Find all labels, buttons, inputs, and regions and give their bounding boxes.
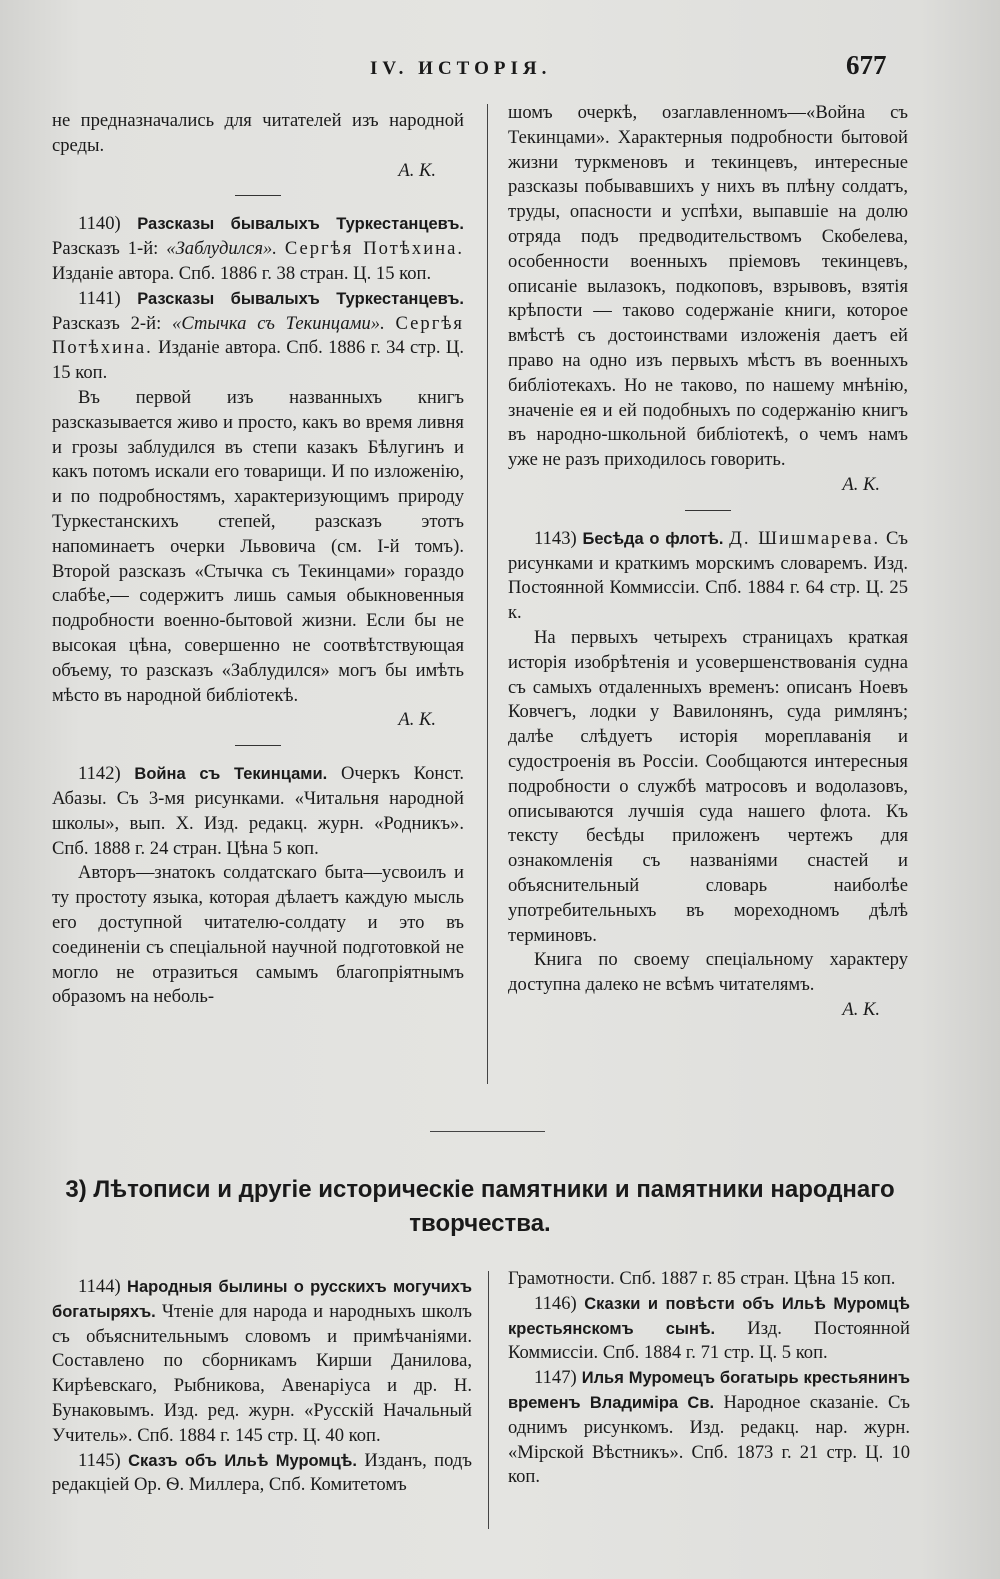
- page-number: 677: [846, 50, 887, 80]
- entry-continuation: Грамотности. Спб. 1887 г. 85 стран. Цѣна 15 коп.: [508, 1268, 896, 1289]
- entry-number: 1143): [534, 527, 577, 549]
- entry-number: 1144): [78, 1276, 121, 1297]
- separator-rule: [685, 510, 731, 511]
- signature: А. К.: [842, 998, 880, 1020]
- entry-part: Разсказъ 2-й:: [52, 312, 162, 334]
- entry-number: 1141): [78, 287, 121, 309]
- review-text: шомъ очеркѣ, озаглавленномъ—«Война съ Текинцами». Характерныя подробности бытовой жизни туркменовъ и текинцевъ, интересные разсказы побывавшихъ у нихъ въ плѣну солдатъ, труды, опасности и успѣхи, выпавшіе на долю отряда подъ предводительствомъ Скобелева, особенности военныхъ пріемовъ текинцевъ, описаніе вылазокъ, подкоповъ, взрывовъ, взятія крѣпости — таково содержаніе книги, которое вмѣстѣ съ достоинствами изложенія даетъ ей право на одно изъ первыхъ мѣстъ въ военныхъ библіотекахъ. Но не таково, по нашему мнѣнію, значеніе ея и ей подобныхъ по содержанію книгъ въ народно-школьной библіотекѣ, о чемъ намъ уже не разъ приходилось говорить.: [508, 102, 908, 471]
- signature: А. К.: [842, 473, 880, 495]
- entry-number: 1145): [78, 1449, 121, 1471]
- entry-details: Чтеніе для народа и народныхъ школъ съ объяснительнымъ словомъ и примѣчаніями. Составлено по сборникамъ Кирши Данилова, Кирѣевскаго, Рыбникова, Авенаріуса и др. Н. Бунаковымъ. Изд. ред. журн. «Русскій Начальный Учитель». Спб. 1884 г. 145 стр. Ц. 40 коп.: [52, 1300, 472, 1446]
- review-text: Книга по своему спеціальному характеру доступна далеко не всѣмъ читателямъ.: [508, 949, 908, 996]
- entry-part: Разсказъ 1-й:: [52, 238, 159, 260]
- entry-title: Сказки и повѣсти объ Ильѣ Муромцѣ крестьянскомъ сынѣ.: [508, 1294, 910, 1338]
- entry-author: Сергѣя Потѣхина.: [52, 312, 464, 359]
- entry-1144: [52, 1275, 472, 1449]
- entry-title: Разсказы бывалыхъ Туркестанцевъ.: [137, 215, 464, 234]
- entry-1146: [508, 1292, 910, 1366]
- page-header: [0, 48, 1000, 88]
- review-text: Въ первой изъ названныхъ книгъ разсказывается живо и просто, какъ во время ливня и грозы заблудился въ степи казакъ Бѣлугинъ и какъ потомъ искали его товарищи. И по изложенію, и по подробностямъ, характеризующимъ природу Туркестанскихъ степей, разсказъ этотъ напоминаетъ очерки Львовича (см. I-й томъ). Второй разсказъ «Стычка съ Текинцами» гораздо слабѣе,— содержитъ лишь самыя обыкновенныя подробности военно-бытовой жизни. Если бы не высокая цѣна, совершенно не соотвѣтствующая объему, то разсказъ «Заблудился» могъ бы имѣть мѣсто въ народной библіотекѣ.: [52, 386, 464, 706]
- entry-title: Бесѣда о флотѣ.: [582, 529, 724, 548]
- entry-subtitle: «Заблудился».: [166, 238, 277, 260]
- entry-details: Изданіе автора. Спб. 1886 г. 34 стр. Ц. 15 коп.: [52, 337, 464, 384]
- section-separator-rule: [430, 1131, 545, 1132]
- entry-title: Илья Муромецъ богатырь крестьянинъ временъ Владиміра Св.: [508, 1369, 910, 1412]
- entry-subtitle: «Стычка съ Текинцами».: [172, 312, 385, 334]
- entry-number: 1140): [78, 213, 121, 235]
- entry-1145: [52, 1449, 472, 1499]
- entry-1142: [52, 762, 464, 861]
- entry-1147: [508, 1366, 910, 1490]
- section-heading: 3) Лѣтописи и другіе историческіе памятники и памятники народнаго творчества.: [65, 1176, 895, 1237]
- running-title: IV. ИСТОРІЯ.: [370, 58, 552, 79]
- entry-author: Сергѣя Потѣхина.: [284, 238, 465, 260]
- entry-details: Изд. Постоянной Коммиссіи. Спб. 1884 г. 71 стр. Ц. 5 коп.: [508, 1317, 910, 1364]
- entry-1143: [508, 527, 908, 626]
- entry-title: Народныя былины о русскихъ могучихъ богатыряхъ.: [52, 1278, 472, 1321]
- right-column: [508, 101, 908, 1023]
- signature: А. К.: [398, 709, 436, 731]
- entry-details: Изданіе автора. Спб. 1886 г. 38 стран. Ц. 15 коп.: [52, 262, 432, 284]
- intro-text: не предназначались для читателей изъ народной среды.: [52, 110, 464, 156]
- column-divider: [488, 1271, 489, 1529]
- entry-details: Съ рисунками и краткимъ морскимъ словаремъ. Изд. Постоянной Коммиссіи. Спб. 1884 г. 64 стр. Ц. 25 к.: [508, 527, 908, 624]
- entry-title: Сказъ объ Ильѣ Муромцѣ.: [128, 1451, 357, 1470]
- bottom-right-column: [508, 1267, 910, 1490]
- entry-1141: [52, 287, 464, 386]
- separator-rule: [235, 195, 281, 196]
- entry-number: 1147): [534, 1367, 577, 1389]
- entry-details: Народное сказаніе. Съ однимъ рисункомъ. Изд. редакц. нар. журн. «Мірской Вѣстникъ». Спб. 1873 г. 21 стр. Ц. 10 коп.: [508, 1391, 910, 1488]
- bottom-left-column: [52, 1275, 472, 1498]
- entry-number: 1146): [534, 1292, 577, 1314]
- entry-details: Очеркъ Конст. Абазы. Съ 3-мя рисунками. «Читальня народной школы», вып. X. Изд. редакц. журн. «Родникъ». Спб. 1888 г. 24 стран. Цѣна 5 коп.: [52, 763, 464, 859]
- entry-number: 1142): [78, 763, 121, 785]
- entry-title: Война съ Текинцами.: [134, 765, 328, 784]
- column-divider: [487, 104, 488, 1084]
- review-text: Авторъ—знатокъ солдатскаго быта—усвоилъ и ту простоту языка, которая дѣлаетъ каждую мысль его доступной читателю-солдату и это въ соединеніи съ спеціальной научной подготовкой не могло не отразиться самымъ благопріятнымъ образомъ на неболь-: [52, 862, 464, 1008]
- left-column: [52, 109, 464, 1010]
- signature: А. К.: [398, 159, 436, 181]
- entry-details: Изданъ, подъ редакціей Ор. Ѳ. Миллера, Спб. Комитетомъ: [52, 1449, 472, 1496]
- review-text: На первыхъ четырехъ страницахъ краткая исторія изобрѣтенія и усовершенствованія судна съ самыхъ отдаленныхъ временъ: описанъ Ноевъ Ковчегъ, лодки у Вавилонянъ, суда римлянъ; далѣе слѣдуетъ исторія мореплаванія и судостроенія въ Россіи. Сообщаются интересныя подробности о службѣ матросовъ и водолазовъ, описываются лучшія суда нашего флота. Къ тексту бесѣды приложенъ чертежъ для ознакомленія съ названіями снастей и объяснительный словарь наиболѣе употребительныхъ въ мореходномъ дѣлѣ терминовъ.: [508, 626, 908, 946]
- entry-author: Д. Шишмарева.: [729, 527, 881, 549]
- entry-title: Разсказы бывалыхъ Туркестанцевъ.: [137, 289, 464, 308]
- separator-rule: [235, 745, 281, 746]
- entry-1140: [52, 212, 464, 286]
